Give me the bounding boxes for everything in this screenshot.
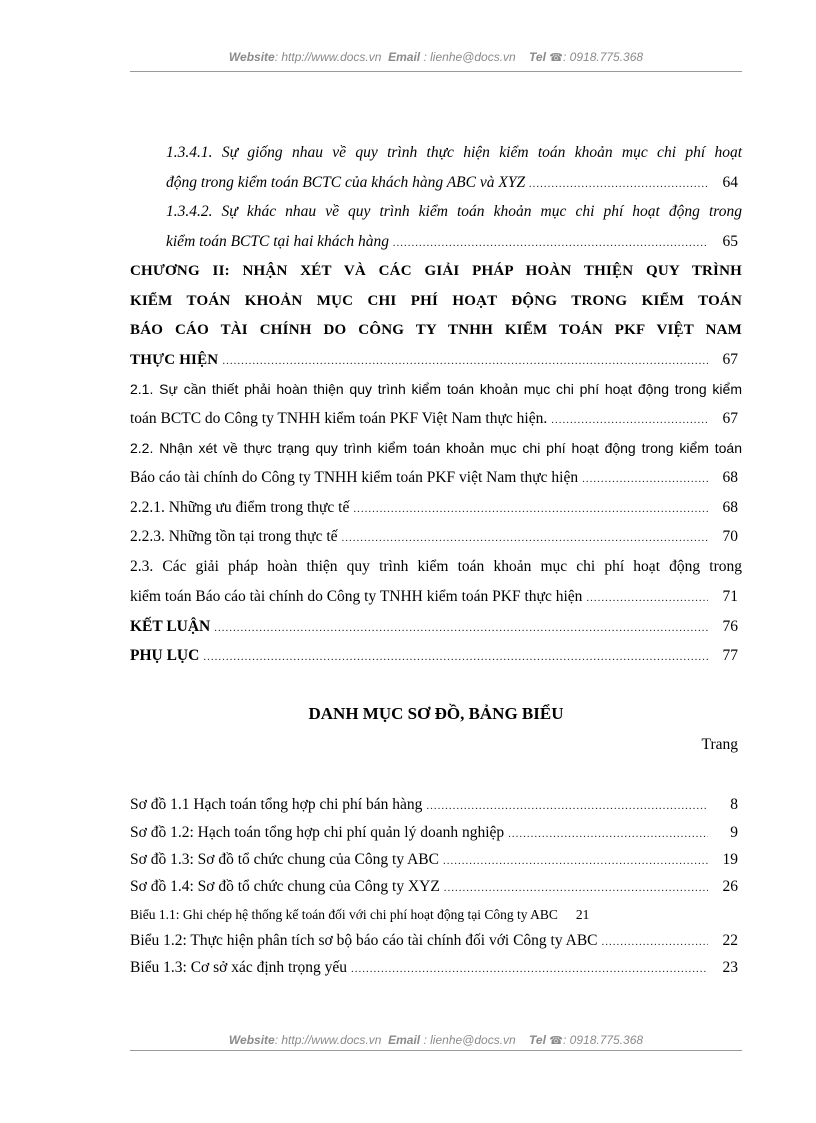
toc-leader [426, 793, 708, 819]
header-divider [130, 71, 742, 72]
figure-item [130, 902, 742, 928]
page-footer [130, 1033, 742, 1047]
toc-page-number: 67 [722, 410, 738, 427]
toc-leader [508, 821, 708, 847]
toc-leader [529, 171, 708, 197]
figure-item [130, 955, 742, 981]
figure-item [130, 928, 742, 954]
toc-leader [342, 525, 708, 551]
website-value: : http://www.docs.vn [274, 50, 382, 64]
toc-s21-line1: 2.1. Sự cần thiết phải hoàn thiện quy trình kiểm toán khoản mục chi phí hoạt động trong kiểm [130, 381, 742, 397]
toc-leader [586, 585, 708, 611]
toc-chapter2-line2: KIỂM TOÁN KHOẢN MỤC CHI PHÍ HOẠT ĐỘNG TRONG KIỂM TOÁN [130, 293, 742, 309]
toc-s22-line1: 2.2. Nhận xét về thực trạng quy trình kiểm toán khoản mục chi phí hoạt động trong kiểm toán [130, 440, 742, 456]
figure-page-number: 8 [730, 796, 738, 813]
figure-item-label: Sơ đồ 1.1 Hạch toán tổng hợp chi phí bán hàng [130, 796, 423, 813]
tel-label: Tel [529, 1033, 546, 1047]
toc-page-number: 77 [722, 647, 738, 664]
toc-s223 [130, 524, 742, 550]
toc-leader [222, 348, 708, 374]
toc-item-1341 [130, 170, 742, 196]
telephone-icon: ☎ [549, 1035, 563, 1047]
toc-page-number: 70 [722, 528, 738, 545]
figure-item-label: Biểu 1.3: Cơ sở xác định trọng yếu [130, 959, 348, 976]
figure-page-number: 22 [722, 932, 738, 949]
toc-phuluc [130, 643, 742, 669]
figure-item [130, 820, 742, 846]
footer-divider [130, 1050, 742, 1051]
toc-leader [353, 496, 708, 522]
toc-s221-label: 2.2.1. Những ưu điểm trong thực tế [130, 499, 350, 516]
email-label: Email [388, 50, 421, 64]
toc-page-number: 64 [722, 174, 738, 191]
toc-page-number: 76 [722, 618, 738, 635]
toc-s221 [130, 495, 742, 521]
toc-s21-line2: toán BCTC do Công ty TNHH kiểm toán PKF Việt Nam thực hiện. [130, 410, 548, 427]
toc-chapter2-line4: THỰC HIỆN [130, 352, 219, 368]
figure-item [130, 792, 742, 818]
toc-leader [443, 848, 708, 874]
toc-page-number: 65 [722, 233, 738, 250]
tel-value: : 0918.775.368 [563, 50, 644, 64]
figure-item-label: Biểu 1.2: Thực hiện phân tích sơ bộ báo cáo tài chính đối với Công ty ABC [130, 932, 598, 949]
toc-leader [214, 615, 708, 641]
telephone-icon: ☎ [549, 52, 563, 64]
email-value: : lienhe@docs.vn [423, 1033, 516, 1047]
toc-s23-line1: 2.3. Các giải pháp hoàn thiện quy trình kiểm toán khoản mục chi phí hoạt động trong [130, 558, 742, 575]
toc-leader [203, 644, 708, 670]
toc-leader [551, 407, 708, 433]
toc-leader [351, 956, 708, 982]
email-label: Email [388, 1033, 421, 1047]
website-label: Website [228, 50, 275, 64]
page-column-label: Trang [701, 736, 738, 753]
website-label: Website [228, 1033, 275, 1047]
figure-page-number: 26 [722, 878, 738, 895]
toc-s23 [130, 584, 742, 610]
toc-page-number: 71 [722, 588, 738, 605]
email-value: : lienhe@docs.vn [423, 50, 516, 64]
toc-s21 [130, 406, 742, 432]
toc-item-1342-line2: kiểm toán BCTC tại hai khách hàng [166, 233, 390, 250]
figure-item-label: Biểu 1.1: Ghi chép hệ thống kế toán đối với chi phí hoạt động tại Công ty ABC [130, 907, 558, 922]
toc-leader [582, 466, 708, 492]
toc-leader [393, 230, 708, 256]
toc-leader [444, 875, 708, 901]
toc-page-number: 68 [722, 499, 738, 516]
figure-item [130, 847, 742, 873]
tel-value: : 0918.775.368 [563, 1033, 644, 1047]
toc-page-number: 68 [722, 469, 738, 486]
toc-chapter2 [130, 347, 742, 373]
toc-page-number: 67 [722, 351, 738, 368]
toc-phuluc-label: PHỤ LỤC [130, 647, 200, 664]
figure-page-number: 21 [575, 907, 590, 922]
toc-s223-label: 2.2.3. Những tồn tại trong thực tế [130, 528, 338, 545]
figure-page-number: 9 [730, 824, 738, 841]
toc-chapter2-line1: CHƯƠNG II: NHẬN XÉT VÀ CÁC GIẢI PHÁP HOÀN THIỆN QUY TRÌNH [130, 263, 742, 279]
figure-item-label: Sơ đồ 1.2: Hạch toán tổng hợp chi phí quản lý doanh nghiệp [130, 824, 505, 841]
toc-ketluan [130, 614, 742, 640]
figure-page-number: 23 [722, 959, 738, 976]
toc-item-1341-line1: 1.3.4.1. Sự giống nhau về quy trình thực hiện kiểm toán khoản mục chi phí hoạt [166, 144, 742, 161]
figure-item [130, 874, 742, 900]
toc-chapter2-line3: BÁO CÁO TÀI CHÍNH DO CÔNG TY TNHH KIỂM TOÁN PKF VIỆT NAM [130, 322, 742, 338]
toc-s23-line2: kiểm toán Báo cáo tài chính do Công ty TNHH kiểm toán PKF thực hiện [130, 588, 583, 605]
toc-item-1342 [130, 229, 742, 255]
toc-s22 [130, 465, 742, 491]
website-value: : http://www.docs.vn [274, 1033, 382, 1047]
toc-item-1342-line1: 1.3.4.2. Sự khác nhau về quy trình kiểm toán khoản mục chi phí hoạt động trong [166, 203, 742, 220]
figure-item-label: Sơ đồ 1.3: Sơ đồ tổ chức chung của Công ty ABC [130, 851, 439, 868]
figure-page-number: 19 [722, 851, 738, 868]
figures-title: DANH MỤC SƠ ĐỒ, BẢNG BIỂU [308, 704, 564, 723]
figure-item-label: Sơ đồ 1.4: Sơ đồ tổ chức chung của Công ty XYZ [130, 878, 440, 895]
toc-ketluan-label: KẾT LUẬN [130, 618, 211, 635]
toc-leader [602, 929, 709, 955]
tel-label: Tel [529, 50, 546, 64]
toc-item-1341-line2: động trong kiểm toán BCTC của khách hàng ABC và XYZ [166, 174, 526, 191]
page-header [130, 50, 742, 64]
toc-s22-line2: Báo cáo tài chính do Công ty TNHH kiểm toán PKF việt Nam thực hiện [130, 469, 579, 486]
